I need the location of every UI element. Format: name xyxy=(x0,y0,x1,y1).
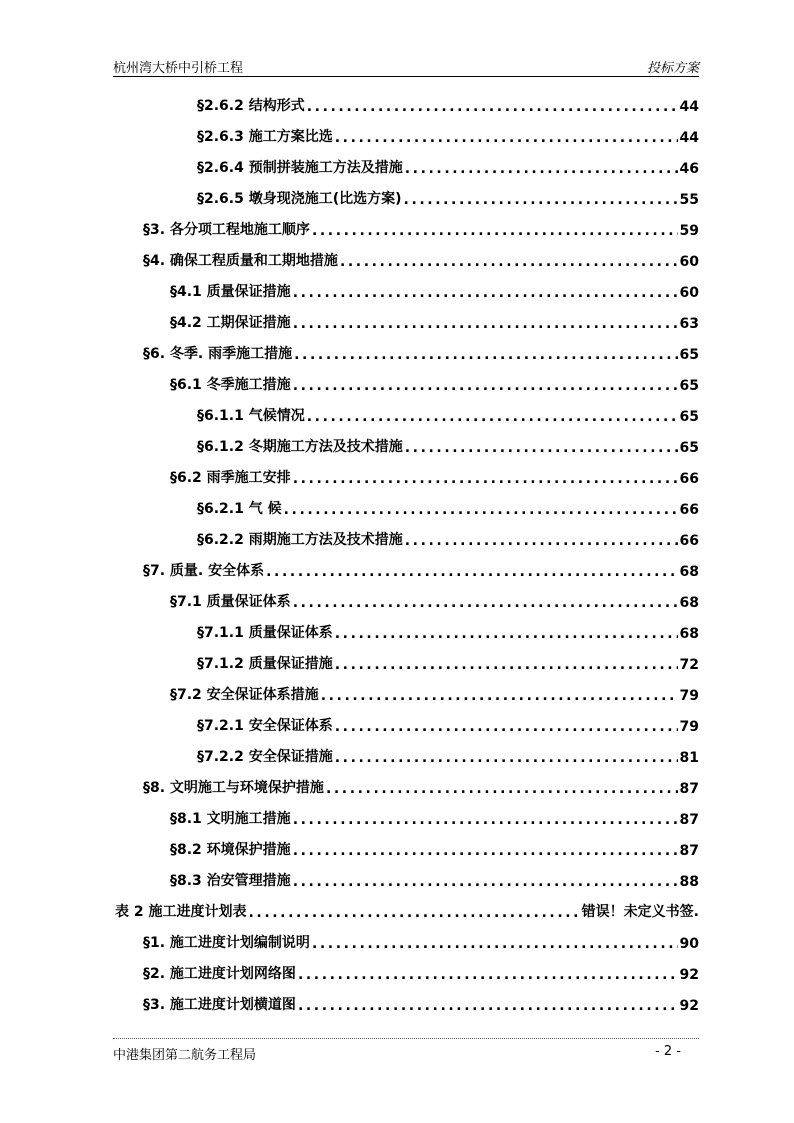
toc-leader xyxy=(312,936,678,952)
toc-label: §3. 各分项工程地施工顺序 xyxy=(143,222,310,238)
toc-leader xyxy=(340,254,678,270)
toc-leader xyxy=(293,874,678,890)
toc-label: §6.1.2 冬期施工方法及技术措施 xyxy=(197,439,403,455)
toc-page: 66 xyxy=(679,471,699,487)
toc-entry[interactable] xyxy=(143,558,699,580)
toc-label: §8.3 治安管理措施 xyxy=(170,873,291,889)
toc-page: 66 xyxy=(679,502,699,518)
toc-label: §7.1.1 质量保证体系 xyxy=(197,625,333,641)
toc-entry[interactable] xyxy=(197,527,699,549)
toc-entry[interactable] xyxy=(115,899,699,921)
toc-leader xyxy=(307,409,678,425)
toc-label: §2.6.5 墩身现浇施工(比选方案) xyxy=(197,191,402,207)
toc-label: §3. 施工进度计划横道图 xyxy=(143,997,296,1013)
toc-entry[interactable] xyxy=(143,961,699,983)
toc-page: 44 xyxy=(679,99,699,115)
toc-leader xyxy=(405,161,678,177)
toc-page: 65 xyxy=(679,409,699,425)
toc-entry[interactable] xyxy=(170,682,699,704)
toc-label: §6.2 雨季施工安排 xyxy=(170,470,291,486)
toc-entry[interactable] xyxy=(197,713,699,735)
toc-page: 68 xyxy=(679,595,699,611)
page-footer xyxy=(113,1044,699,1062)
toc-page: 87 xyxy=(679,812,699,828)
toc-leader xyxy=(404,192,678,208)
toc-label: §6.1.1 气候情况 xyxy=(197,408,305,424)
footer-organization: 中港集团第二航务工程局 xyxy=(113,1048,257,1063)
toc-leader xyxy=(293,316,678,332)
toc-leader xyxy=(284,502,678,518)
toc-entry[interactable] xyxy=(170,465,699,487)
toc-label: §6.2.2 雨期施工方法及技术措施 xyxy=(197,532,403,548)
toc-label: §8.2 环境保护措施 xyxy=(170,842,291,858)
toc-entry[interactable] xyxy=(197,155,699,177)
toc-leader xyxy=(294,347,677,363)
toc-entry[interactable] xyxy=(170,372,699,394)
toc-page: 60 xyxy=(679,285,699,301)
toc-page: 65 xyxy=(679,378,699,394)
toc-label: §8.1 文明施工措施 xyxy=(170,811,291,827)
toc-page: 79 xyxy=(679,688,699,704)
toc-leader xyxy=(293,378,678,394)
toc-leader xyxy=(307,99,678,115)
header-doc-type: 投标方案 xyxy=(646,61,699,76)
toc-page: 68 xyxy=(679,564,699,580)
toc-page: 44 xyxy=(679,130,699,146)
page-header xyxy=(113,56,699,76)
toc-entry[interactable] xyxy=(143,248,699,270)
toc-label: §4.1 质量保证措施 xyxy=(170,284,291,300)
toc-label: §7.2 安全保证体系措施 xyxy=(170,687,319,703)
toc-label: §6.2.1 气 候 xyxy=(197,501,282,517)
toc-label: §7.2.1 安全保证体系 xyxy=(197,718,333,734)
toc-page: 65 xyxy=(679,347,699,363)
toc-label: §2.6.4 预制拼装施工方法及措施 xyxy=(197,160,403,176)
toc-leader xyxy=(266,564,677,580)
toc-entry[interactable] xyxy=(197,744,699,766)
toc-entry[interactable] xyxy=(143,775,699,797)
toc-entry[interactable] xyxy=(170,837,699,859)
toc-entry[interactable] xyxy=(197,93,699,115)
toc-page: 87 xyxy=(679,781,699,797)
header-rule xyxy=(113,76,699,77)
toc-leader xyxy=(293,471,678,487)
toc-label: §2.6.3 施工方案比选 xyxy=(197,129,333,145)
footer-rule xyxy=(113,1038,699,1039)
toc-leader xyxy=(298,967,678,983)
toc-label: §2.6.2 结构形式 xyxy=(197,98,305,114)
toc-label: §7.1.2 质量保证措施 xyxy=(197,656,333,672)
toc-label: §6.1 冬季施工措施 xyxy=(170,377,291,393)
toc-page: 66 xyxy=(679,533,699,549)
toc-page: 60 xyxy=(679,254,699,270)
toc-page: 46 xyxy=(679,161,699,177)
toc-label: §8. 文明施工与环境保护措施 xyxy=(143,780,324,796)
toc-entry[interactable] xyxy=(170,310,699,332)
toc-label: 表 2 施工进度计划表 xyxy=(115,904,247,920)
toc-label: §1. 施工进度计划编制说明 xyxy=(143,935,310,951)
toc-page: 55 xyxy=(679,192,699,208)
toc-entry[interactable] xyxy=(197,496,699,518)
toc-leader xyxy=(298,998,678,1014)
toc-page: 88 xyxy=(679,874,699,890)
toc-leader xyxy=(335,626,678,642)
toc-label: §2. 施工进度计划网络图 xyxy=(143,966,296,982)
toc-label: §6. 冬季. 雨季施工措施 xyxy=(143,346,293,362)
toc-label: §4. 确保工程质量和工期地措施 xyxy=(143,253,338,269)
toc-leader xyxy=(335,750,678,766)
toc-leader xyxy=(293,595,678,611)
toc-leader xyxy=(405,533,678,549)
toc-leader xyxy=(335,130,678,146)
toc-page: 68 xyxy=(679,626,699,642)
toc-page: 92 xyxy=(679,967,699,983)
toc-leader xyxy=(293,843,678,859)
toc-leader xyxy=(293,812,678,828)
toc-leader xyxy=(326,781,678,797)
toc-leader xyxy=(405,440,678,456)
toc-page: 92 xyxy=(679,998,699,1014)
header-title: 杭州湾大桥中引桥工程 xyxy=(113,61,244,76)
toc-leader xyxy=(249,905,580,921)
toc-entry[interactable] xyxy=(143,992,699,1014)
toc-page: 79 xyxy=(679,719,699,735)
toc-label: §4.2 工期保证措施 xyxy=(170,315,291,331)
toc-page: 90 xyxy=(679,936,699,952)
toc-page: 59 xyxy=(679,223,699,239)
toc-page: 63 xyxy=(679,316,699,332)
toc-entry[interactable] xyxy=(197,124,699,146)
toc-leader xyxy=(312,223,678,239)
toc-leader xyxy=(293,285,678,301)
toc-page: 错误！未定义书签. xyxy=(581,904,699,920)
page-number: - 2 - xyxy=(655,1044,681,1059)
toc-leader xyxy=(335,657,678,673)
toc-entry[interactable] xyxy=(197,403,699,425)
toc-label: §7.2.2 安全保证措施 xyxy=(197,749,333,765)
toc-page: 87 xyxy=(679,843,699,859)
toc-entry[interactable] xyxy=(143,341,699,363)
toc-entry[interactable] xyxy=(143,930,699,952)
toc-entry[interactable] xyxy=(197,620,699,642)
toc-entry[interactable] xyxy=(197,651,699,673)
toc-page: 72 xyxy=(679,657,699,673)
toc-entry[interactable] xyxy=(170,806,699,828)
toc-label: §7. 质量. 安全体系 xyxy=(143,563,265,579)
toc-page: 81 xyxy=(679,750,699,766)
toc-entry[interactable] xyxy=(197,434,699,456)
toc-entry[interactable] xyxy=(170,589,699,611)
toc-leader xyxy=(335,719,678,735)
toc-entry[interactable] xyxy=(170,279,699,301)
toc-entry[interactable] xyxy=(143,217,699,239)
toc-label: §7.1 质量保证体系 xyxy=(170,594,291,610)
toc-entry[interactable] xyxy=(170,868,699,890)
toc-leader xyxy=(321,688,678,704)
toc-page: 65 xyxy=(679,440,699,456)
toc-entry[interactable] xyxy=(197,186,699,208)
